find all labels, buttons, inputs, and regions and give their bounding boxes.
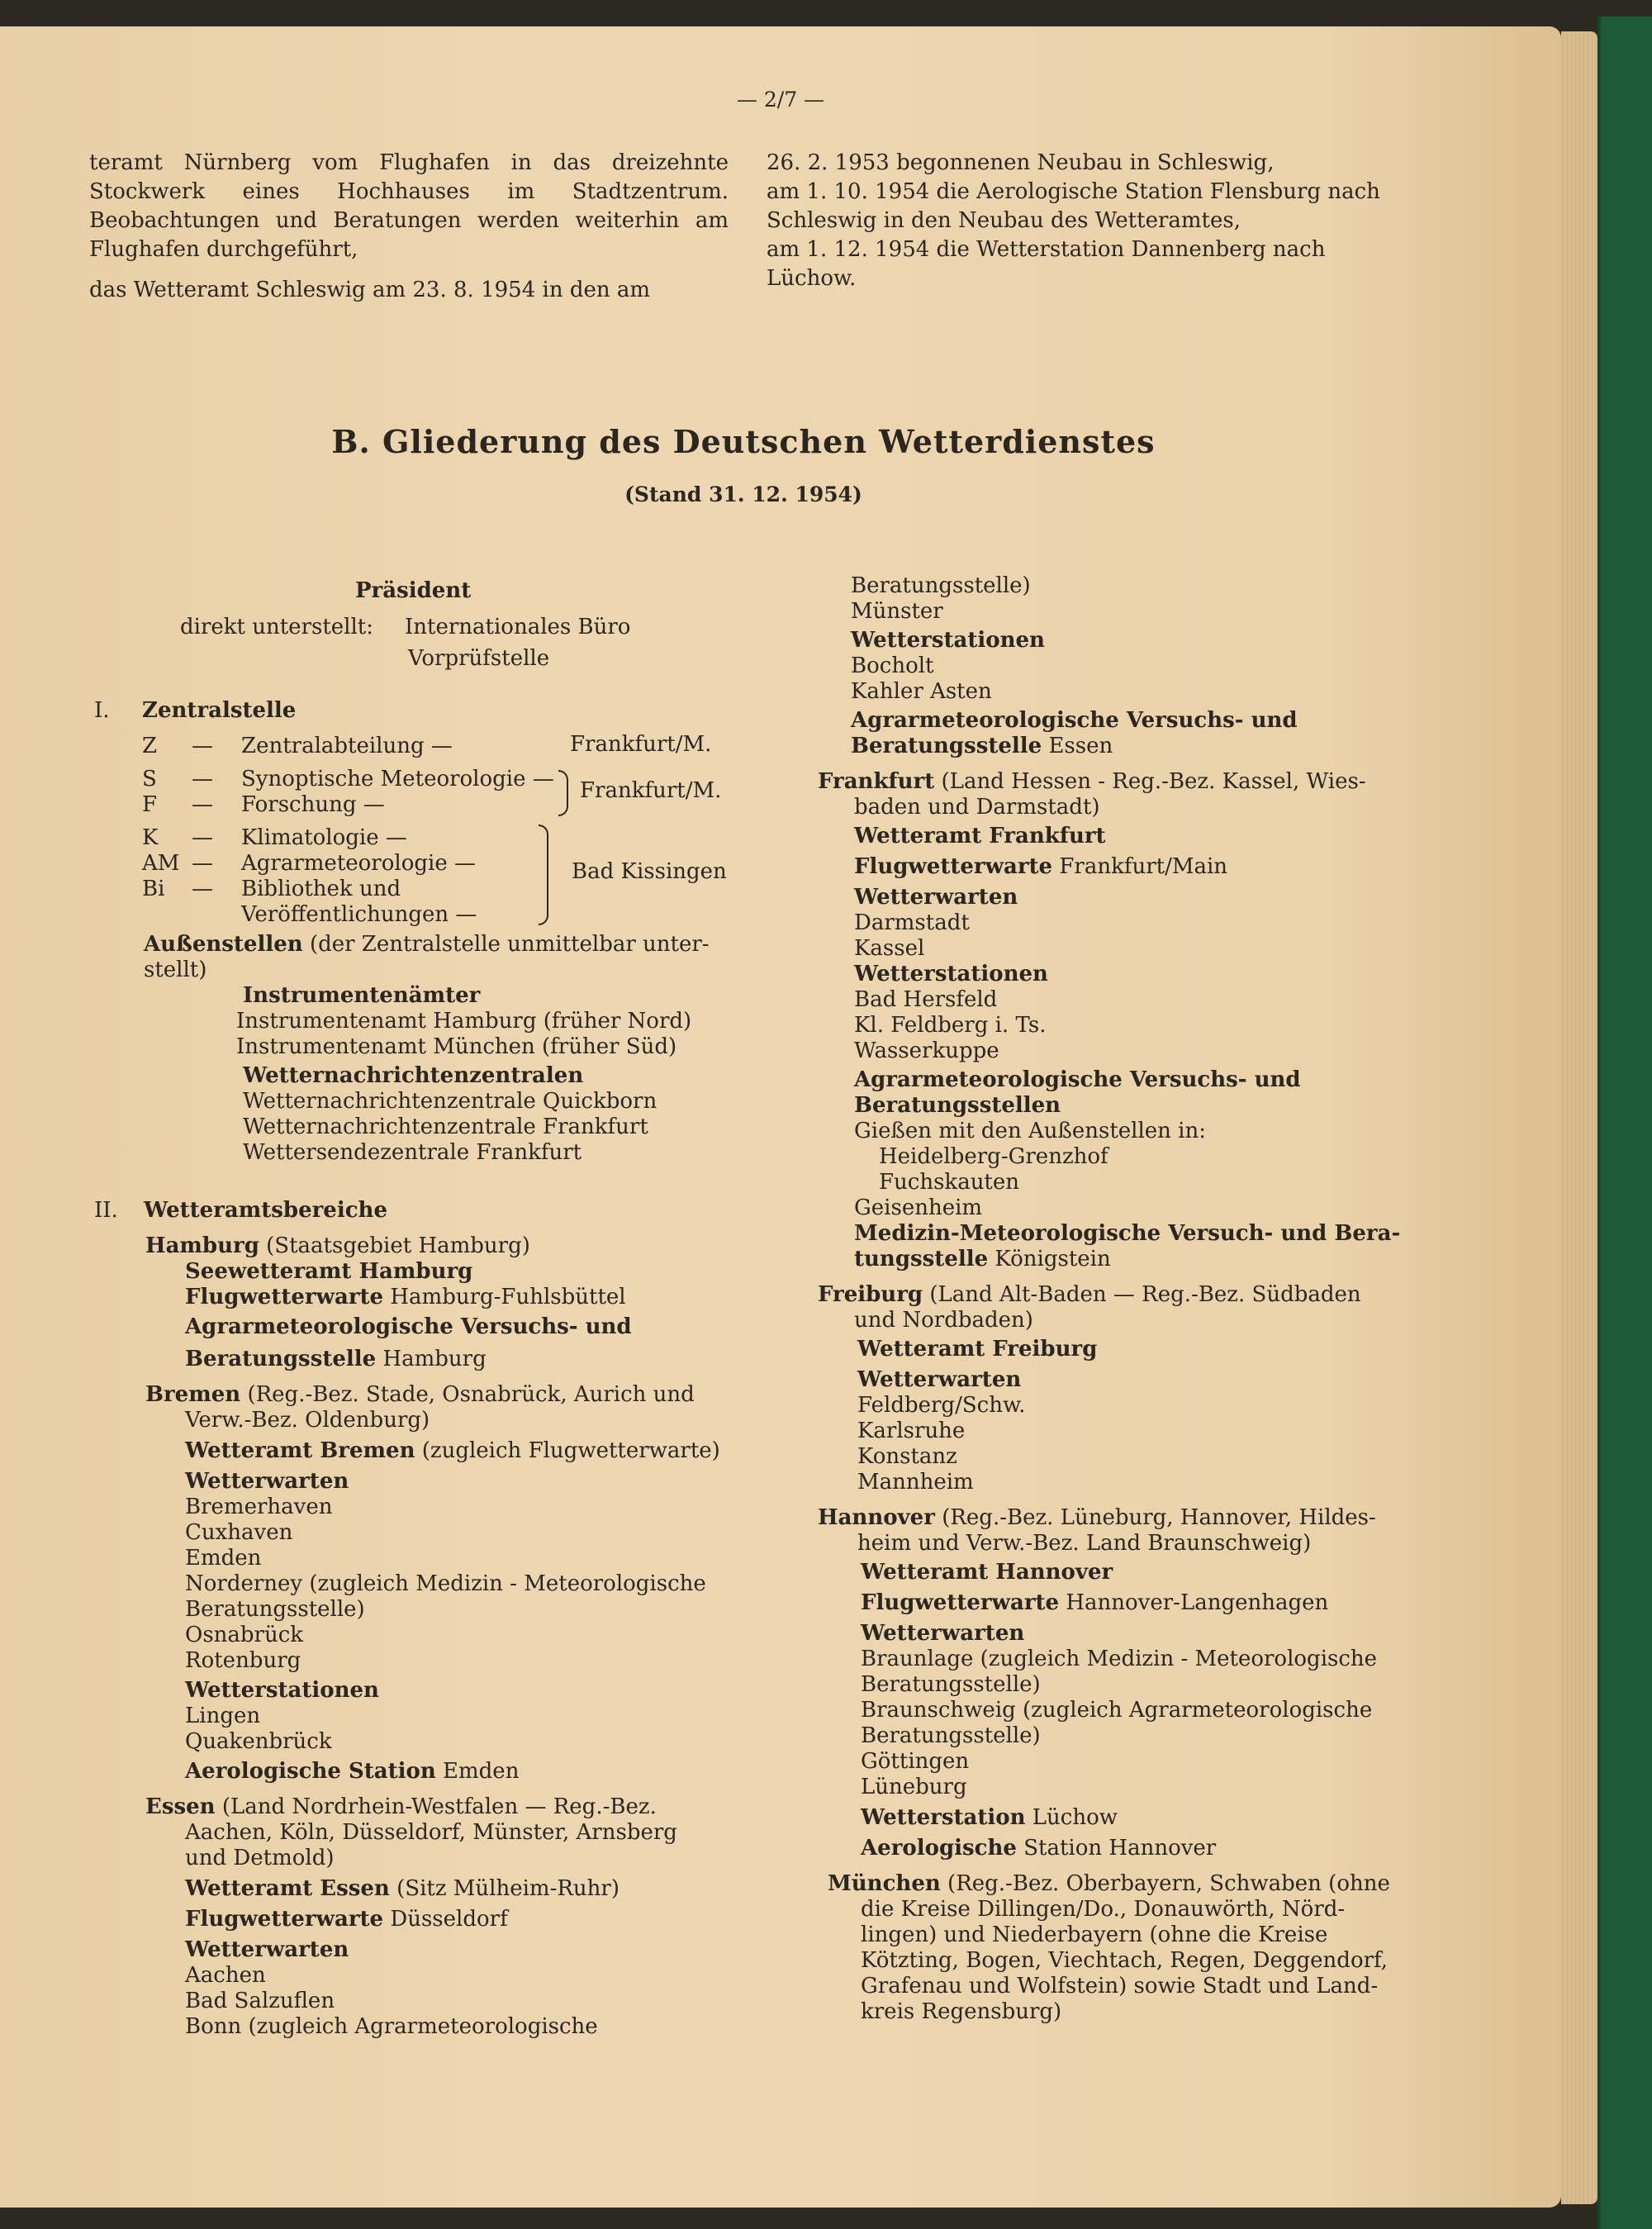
region-desc: und Detmold) <box>185 1846 335 1870</box>
list-item: Beratungsstelle) <box>861 1723 1041 1748</box>
intro-left <box>89 149 729 305</box>
entry-bold: Wetterwarten <box>185 1469 349 1494</box>
entry-bold: Wetteramt Essen <box>185 1876 390 1901</box>
entry-text: Hamburg-Fuhlsbüttel <box>390 1285 626 1309</box>
region-name: Frankfurt <box>818 769 935 794</box>
abbr-name: Forschung — <box>241 792 385 817</box>
abbr-name: Agrarmeteorologie — <box>241 851 476 876</box>
entry-bold: Beratungsstellen <box>854 1093 1061 1118</box>
list-item: Instrumentenamt Hamburg (früher Nord) <box>236 1009 692 1034</box>
entry-bold: Wetterstation <box>861 1805 1026 1830</box>
brace-shape <box>539 825 548 925</box>
entry-bold: Agrarmeteorologische Versuchs- und <box>854 1067 1301 1092</box>
entry-bold: Wetteramt Hannover <box>861 1560 1113 1585</box>
entry-text: Frankfurt/Main <box>1059 854 1228 879</box>
list-item: Kahler Asten <box>851 679 992 704</box>
direct-item: Internationales Büro <box>405 615 631 639</box>
section-number: I. <box>94 698 110 723</box>
entry-bold: Wetterstationen <box>854 962 1048 986</box>
entry-bold: Wetteramt Bremen <box>185 1438 415 1463</box>
region-name: Hamburg <box>145 1233 259 1258</box>
entry-bold: Aerologische Station <box>185 1759 436 1784</box>
region-desc: und Nordbaden) <box>854 1308 1033 1333</box>
intro-paragraph: 26. 2. 1953 begonnenen Neubau in Schleswig, <box>767 150 1275 175</box>
right-column <box>818 573 1429 2025</box>
list-item: Bad Salzuflen <box>185 1989 335 2013</box>
entry-text: Düsseldorf <box>390 1907 508 1932</box>
list-item: Lingen <box>185 1704 261 1728</box>
list-item: Lüneburg <box>861 1775 967 1799</box>
abbr-name: Zentralabteilung — <box>241 734 453 758</box>
brace-shape <box>558 770 568 816</box>
direct-item: Vorprüfstelle <box>408 646 550 671</box>
list-item: Wettersendezentrale Frankfurt <box>243 1140 582 1165</box>
list-item: Kassel <box>854 936 925 961</box>
list-item: Beratungsstelle) <box>851 573 1031 598</box>
location-label: Frankfurt/M. <box>580 778 722 803</box>
intro-paragraph: am 1. 12. 1954 die Wetterstation Dannenberg nach Lüchow. <box>767 237 1326 291</box>
list-item: Bonn (zugleich Agrarmeteorologische <box>185 2014 598 2039</box>
abbr-name: Bibliothek und <box>241 877 401 901</box>
section2-list <box>145 1233 740 2040</box>
region-desc: Verw.-Bez. Oldenburg) <box>185 1408 430 1433</box>
book-cover <box>1597 17 1652 2229</box>
region-name: Essen <box>145 1794 216 1819</box>
wetteramtsbereiche-title: Wetteramtsbereiche <box>144 1198 388 1223</box>
abbreviation-table <box>142 734 588 928</box>
list-item: Kl. Feldberg i. Ts. <box>854 1013 1047 1038</box>
location-label: Bad Kissingen <box>572 859 727 884</box>
abbr-name: Klimatologie — <box>241 825 407 850</box>
entry-bold: tungsstelle <box>854 1247 989 1271</box>
entry-bold: Wetterstationen <box>185 1678 379 1703</box>
list-item: Bocholt <box>851 653 934 678</box>
aussenstellen-desc: (der Zentralstelle unmittelbar unter- <box>309 932 710 957</box>
direct-label: direkt unterstellt: <box>180 615 374 639</box>
region-desc: Aachen, Köln, Düsseldorf, Münster, Arnsberg <box>185 1820 677 1845</box>
list-item: Beratungsstelle) <box>185 1597 365 1622</box>
region-name: Bremen <box>145 1382 241 1407</box>
list-item: Bad Hersfeld <box>854 987 998 1012</box>
location-label: Frankfurt/M. <box>570 732 712 757</box>
entry-text: (Sitz Mülheim-Ruhr) <box>396 1876 620 1901</box>
abbr-dash: — <box>192 851 213 876</box>
abbr-code: F <box>142 792 158 817</box>
entry-text: Emden <box>443 1759 520 1784</box>
entry-bold: Medizin-Meteorologische Versuch- und Bera- <box>854 1221 1401 1246</box>
page-edges <box>1561 31 1597 2204</box>
entry-bold: Aerologische <box>861 1836 1017 1861</box>
entry-text: (zugleich Flugwetterwarte) <box>421 1438 720 1463</box>
section-subtitle: (Stand 31. 12. 1954) <box>624 482 862 506</box>
list-item: Wasserkuppe <box>854 1038 999 1063</box>
abbr-name: Synoptische Meteorologie — <box>241 767 554 791</box>
list-item: Quakenbrück <box>185 1729 332 1754</box>
region-desc: (Reg.-Bez. Oberbayern, Schwaben (ohne <box>947 1871 1390 1896</box>
entry-text: Essen <box>1048 734 1113 758</box>
entry-bold: Wetterstationen <box>851 628 1045 653</box>
entry-bold: Beratungsstelle <box>851 734 1042 758</box>
region-name: Freiburg <box>818 1282 923 1307</box>
list-item: Konstanz <box>857 1444 957 1469</box>
region-desc: (Land Alt-Baden — Reg.-Bez. Südbaden <box>929 1282 1361 1307</box>
intro-paragraph: am 1. 10. 1954 die Aerologische Station Flensburg nach Schleswig in den Neubau des Wetteramtes, <box>767 179 1380 233</box>
aussenstellen-block <box>144 932 738 1166</box>
list-item: Bremerhaven <box>185 1495 333 1519</box>
aussenstellen-title: Außenstellen <box>144 932 303 957</box>
entry-bold: Agrarmeteorologische Versuchs- und <box>851 708 1298 733</box>
region-name: München <box>828 1871 941 1896</box>
region-desc: lingen) und Niederbayern (ohne die Kreise <box>861 1922 1328 1947</box>
entry-bold: Wetteramt Freiburg <box>857 1337 1098 1362</box>
list-item: Aachen <box>185 1963 266 1988</box>
instrument-title: Instrumentenämter <box>243 983 481 1008</box>
list-item: Gießen mit den Außenstellen in: <box>854 1119 1207 1143</box>
list-item: Darmstadt <box>854 910 970 935</box>
section-number: II. <box>94 1198 118 1223</box>
list-item: Braunlage (zugleich Medizin - Meteorologische <box>861 1647 1378 1671</box>
abbr-dash: — <box>192 825 213 850</box>
wnz-title: Wetternachrichtenzentralen <box>243 1063 584 1088</box>
region-name: Hannover <box>818 1505 935 1530</box>
abbr-code: S <box>142 767 157 791</box>
region-desc: Kötzting, Bogen, Viechtach, Regen, Deggendorf, <box>861 1948 1388 1973</box>
list-item: Cuxhaven <box>185 1520 293 1545</box>
section-title: B. Gliederung des Deutschen Wetterdienstes <box>331 423 1156 460</box>
region-desc: (Staatsgebiet Hamburg) <box>266 1233 530 1258</box>
list-item: Mannheim <box>857 1470 974 1495</box>
entry-bold: Beratungsstelle <box>185 1347 377 1371</box>
abbr-code: K <box>142 825 159 850</box>
list-item: Wetternachrichtenzentrale Quickborn <box>243 1089 657 1114</box>
entry-bold: Wetterwarten <box>861 1621 1025 1646</box>
region-desc: (Land Nordrhein-Westfalen — Reg.-Bez. <box>221 1794 657 1819</box>
abbr-dash: — <box>192 734 213 758</box>
intro-paragraph: teramt Nürnberg vom Flughafen in das dreizehnte Stockwerk eines Hochhauses im Stadtzentrum. Beobachtungen und Beratungen werden weiterhin am Flughafen durchgeführt, <box>89 150 729 262</box>
region-desc: Grafenau und Wolfstein) sowie Stadt und Land- <box>861 1974 1379 1998</box>
page-number: — 2/7 — <box>736 88 825 112</box>
list-item: Rotenburg <box>185 1648 301 1673</box>
president-title: Präsident <box>355 578 472 603</box>
list-item: Münster <box>851 599 943 624</box>
list-item: Göttingen <box>861 1749 970 1774</box>
region-desc: die Kreise Dillingen/Do., Donauwörth, Nörd- <box>861 1897 1346 1922</box>
region-desc: heim und Verw.-Bez. Land Braunschweig) <box>857 1531 1312 1556</box>
abbr-code: Z <box>142 734 158 758</box>
entry-text: Station Hannover <box>1023 1836 1217 1861</box>
list-item: Braunschweig (zugleich Agrarmeteorologische <box>861 1698 1373 1723</box>
entry-bold: Wetterwarten <box>185 1937 349 1962</box>
abbr-dash: — <box>192 767 213 791</box>
entry-bold: Flugwetterwarte <box>185 1907 384 1932</box>
entry-text: Königstein <box>995 1247 1111 1271</box>
zentralstelle-title: Zentralstelle <box>142 698 297 723</box>
region-desc: (Reg.-Bez. Lüneburg, Hannover, Hildes- <box>942 1505 1376 1530</box>
entry-bold: Flugwetterwarte <box>185 1285 384 1309</box>
region-desc: kreis Regensburg) <box>861 1999 1062 2024</box>
intro-paragraph: das Wetteramt Schleswig am 23. 8. 1954 in den am <box>89 278 651 302</box>
list-item: Emden <box>185 1546 262 1571</box>
list-item: Norderney (zugleich Medizin - Meteorologische <box>185 1571 706 1596</box>
abbr-dash: — <box>192 792 213 817</box>
region-desc: baden und Darmstadt) <box>854 795 1100 820</box>
entry-bold: Wetteramt Frankfurt <box>854 824 1106 848</box>
aussenstellen-desc: stellt) <box>144 958 207 982</box>
entry-bold: Agrarmeteorologische Versuchs- und <box>185 1314 632 1339</box>
list-item: Beratungsstelle) <box>861 1672 1041 1697</box>
region-desc: (Reg.-Bez. Stade, Osnabrück, Aurich und <box>247 1382 695 1407</box>
list-item: Instrumentenamt München (früher Süd) <box>236 1034 677 1059</box>
list-item: Fuchskauten <box>879 1170 1020 1195</box>
abbr-name: Veröffentlichungen — <box>241 902 477 927</box>
entry-bold: Wetterwarten <box>854 885 1018 910</box>
list-item: Heidelberg-Grenzhof <box>879 1144 1108 1169</box>
entry-bold: Flugwetterwarte <box>861 1590 1060 1615</box>
region-desc: (Land Hessen - Reg.-Bez. Kassel, Wies- <box>941 769 1366 794</box>
entry-text: Lüchow <box>1032 1805 1118 1830</box>
entry-text: Hamburg <box>382 1347 487 1371</box>
list-item: Geisenheim <box>854 1195 983 1220</box>
entry-bold: Seewetteramt Hamburg <box>185 1259 473 1284</box>
entry-text: Hannover-Langenhagen <box>1066 1590 1329 1615</box>
abbr-dash: — <box>192 877 213 901</box>
list-item: Wetternachrichtenzentrale Frankfurt <box>243 1114 648 1139</box>
abbr-code: AM <box>142 851 180 876</box>
entry-bold: Wetterwarten <box>857 1367 1022 1392</box>
list-item: Karlsruhe <box>857 1419 966 1443</box>
intro-right <box>767 149 1401 293</box>
list-item: Feldberg/Schw. <box>857 1393 1026 1418</box>
entry-bold: Flugwetterwarte <box>854 854 1053 879</box>
list-item: Osnabrück <box>185 1623 304 1647</box>
abbr-code: Bi <box>142 877 165 901</box>
